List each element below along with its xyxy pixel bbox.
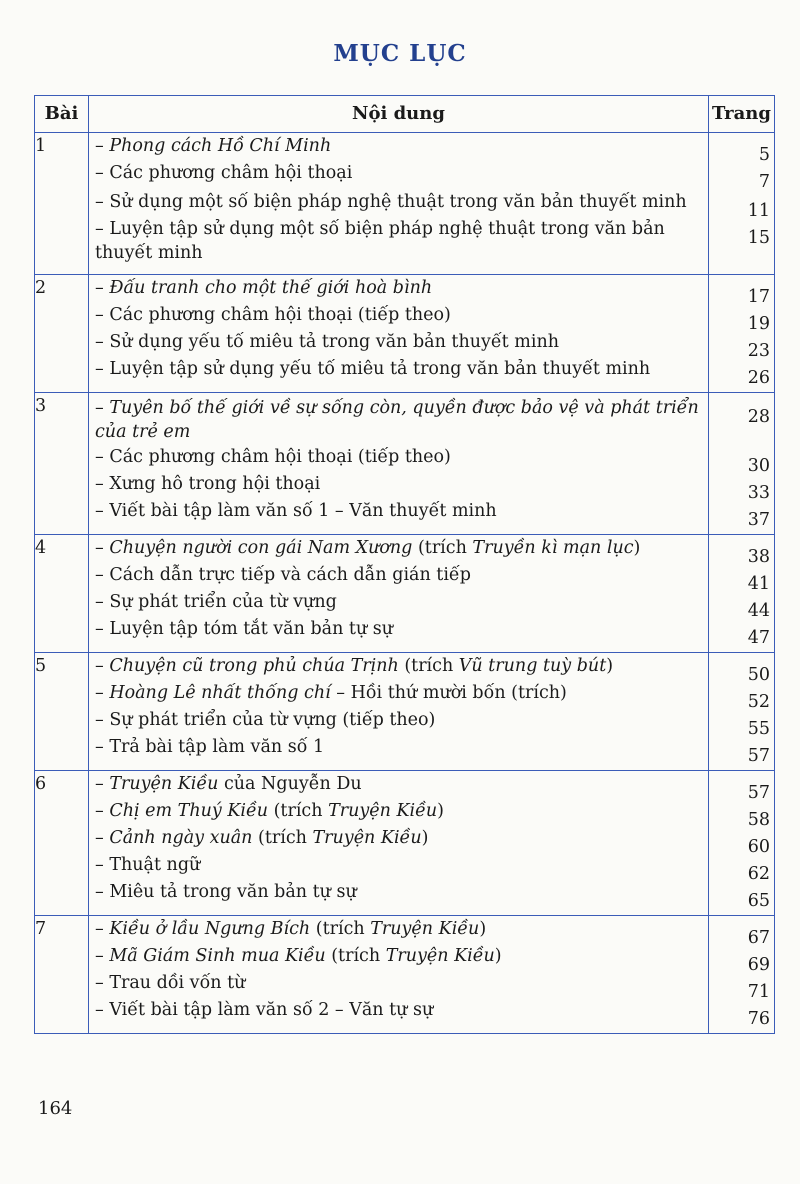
toc-item[interactable]: – Các phương châm hội thoại (tiếp theo) [95,305,451,325]
lesson-pages [709,535,775,653]
toc-page-number: 62 [747,863,770,884]
lesson-contents [89,393,709,535]
toc-item[interactable]: – Trau dồi vốn từ [95,973,246,993]
toc-page-number: 67 [747,927,770,948]
toc-page-number: 47 [747,627,770,648]
toc-page-number: 7 [758,171,770,192]
lesson-pages [709,275,775,393]
toc-item[interactable]: – Luyện tập sử dụng yếu tố miêu tả trong văn bản thuyết minh [95,359,651,379]
toc-page-number: 71 [747,981,770,1002]
toc-item[interactable]: – Viết bài tập làm văn số 1 – Văn thuyết minh [95,501,497,521]
lesson-number: 5 [35,653,89,771]
toc-item[interactable]: – Chị em Thuý Kiều (trích Truyện Kiều) [95,801,444,821]
toc-page-number: 57 [747,745,770,766]
toc-page-number: 37 [747,509,770,530]
lesson-row [35,393,775,535]
toc-page-number: 57 [747,782,770,803]
toc-item[interactable]: – Chuyện cũ trong phủ chúa Trịnh (trích Vũ trung tuỳ bút) [95,656,614,676]
toc-page-number: 19 [747,313,770,334]
lesson-number: 4 [35,535,89,653]
toc-item[interactable]: – Trả bài tập làm văn số 1 [95,737,325,757]
toc-page-number: 28 [747,406,770,427]
header-bai: Bài [35,96,89,133]
toc-page-number: 76 [747,1008,770,1029]
toc-item[interactable]: – Cách dẫn trực tiếp và cách dẫn gián tiếp [95,565,471,585]
toc-page-number: 65 [747,890,770,911]
lesson-number: 3 [35,393,89,535]
lesson-row [35,771,775,916]
toc-page-number: 69 [747,954,770,975]
toc-page-number: 55 [747,718,770,739]
table-header-row [35,96,775,133]
toc-page-number: 17 [747,286,770,307]
lesson-row [35,653,775,771]
toc-page-number: 44 [747,600,770,621]
toc-page-number: 52 [747,691,770,712]
toc-item[interactable]: – Hoàng Lê nhất thống chí – Hồi thứ mười bốn (trích) [95,683,567,703]
toc-item[interactable]: – Sự phát triển của từ vựng [95,592,337,612]
toc-page-number: 58 [747,809,770,830]
toc-item[interactable]: – Luyện tập sử dụng một số biện pháp nghệ thuật trong văn bản thuyết minh [95,219,665,263]
toc-item[interactable]: – Mã Giám Sinh mua Kiều (trích Truyện Kiều) [95,946,502,966]
lesson-pages [709,393,775,535]
header-trang: Trang [709,96,775,133]
table-body [35,133,775,1034]
lesson-contents [89,916,709,1034]
toc-page-number: 60 [747,836,770,857]
lesson-pages [709,916,775,1034]
toc-page-number: 33 [747,482,770,503]
lesson-row [35,133,775,275]
lesson-number: 6 [35,771,89,916]
lesson-pages [709,133,775,275]
lesson-contents [89,535,709,653]
toc-item[interactable]: – Chuyện người con gái Nam Xương (trích Truyền kì mạn lục) [95,538,641,558]
toc-page-number: 26 [747,367,770,388]
toc-page-number: 23 [747,340,770,361]
toc-page-number: 50 [747,664,770,685]
toc-item[interactable]: – Truyện Kiều của Nguyễn Du [95,774,362,794]
toc-item[interactable]: – Đấu tranh cho một thế giới hoà bình [95,278,433,298]
toc-page-number: 11 [747,200,770,221]
toc-item[interactable]: – Sự phát triển của từ vựng (tiếp theo) [95,710,436,730]
toc-page-number: 30 [747,455,770,476]
lesson-row [35,916,775,1034]
toc-item[interactable]: – Xưng hô trong hội thoại [95,474,321,494]
toc-item[interactable]: – Các phương châm hội thoại (tiếp theo) [95,447,451,467]
toc-item[interactable]: – Phong cách Hồ Chí Minh [95,136,332,156]
lesson-number: 1 [35,133,89,275]
toc-item[interactable]: – Kiều ở lầu Ngưng Bích (trích Truyện Kiều) [95,919,487,939]
lesson-pages [709,771,775,916]
header-noidung: Nội dung [89,96,709,133]
lesson-pages [709,653,775,771]
toc-item[interactable]: – Viết bài tập làm văn số 2 – Văn tự sự [95,1000,434,1020]
lesson-number: 7 [35,916,89,1034]
lesson-contents [89,133,709,275]
lesson-row [35,275,775,393]
table-of-contents [34,95,775,1034]
toc-page-number: 15 [747,227,770,248]
page-number: 164 [38,1098,73,1119]
toc-item[interactable]: – Sử dụng yếu tố miêu tả trong văn bản thuyết minh [95,332,559,352]
lesson-contents [89,771,709,916]
page-title: MỤC LỤC [333,40,467,67]
toc-item[interactable]: – Luyện tập tóm tắt văn bản tự sự [95,619,394,639]
toc-item[interactable]: – Các phương châm hội thoại [95,163,353,183]
toc-item[interactable]: – Thuật ngữ [95,855,201,875]
toc-page-number: 5 [758,144,770,165]
lesson-row [35,535,775,653]
lesson-contents [89,653,709,771]
toc-item[interactable]: – Miêu tả trong văn bản tự sự [95,882,357,902]
toc-item[interactable]: – Cảnh ngày xuân (trích Truyện Kiều) [95,828,429,848]
lesson-contents [89,275,709,393]
toc-page-number: 38 [747,546,770,567]
toc-item[interactable]: – Sử dụng một số biện pháp nghệ thuật trong văn bản thuyết minh [95,192,687,212]
toc-item[interactable]: – Tuyên bố thế giới về sự sống còn, quyền được bảo vệ và phát triển của trẻ em [95,398,699,442]
toc-page-number: 41 [747,573,770,594]
lesson-number: 2 [35,275,89,393]
